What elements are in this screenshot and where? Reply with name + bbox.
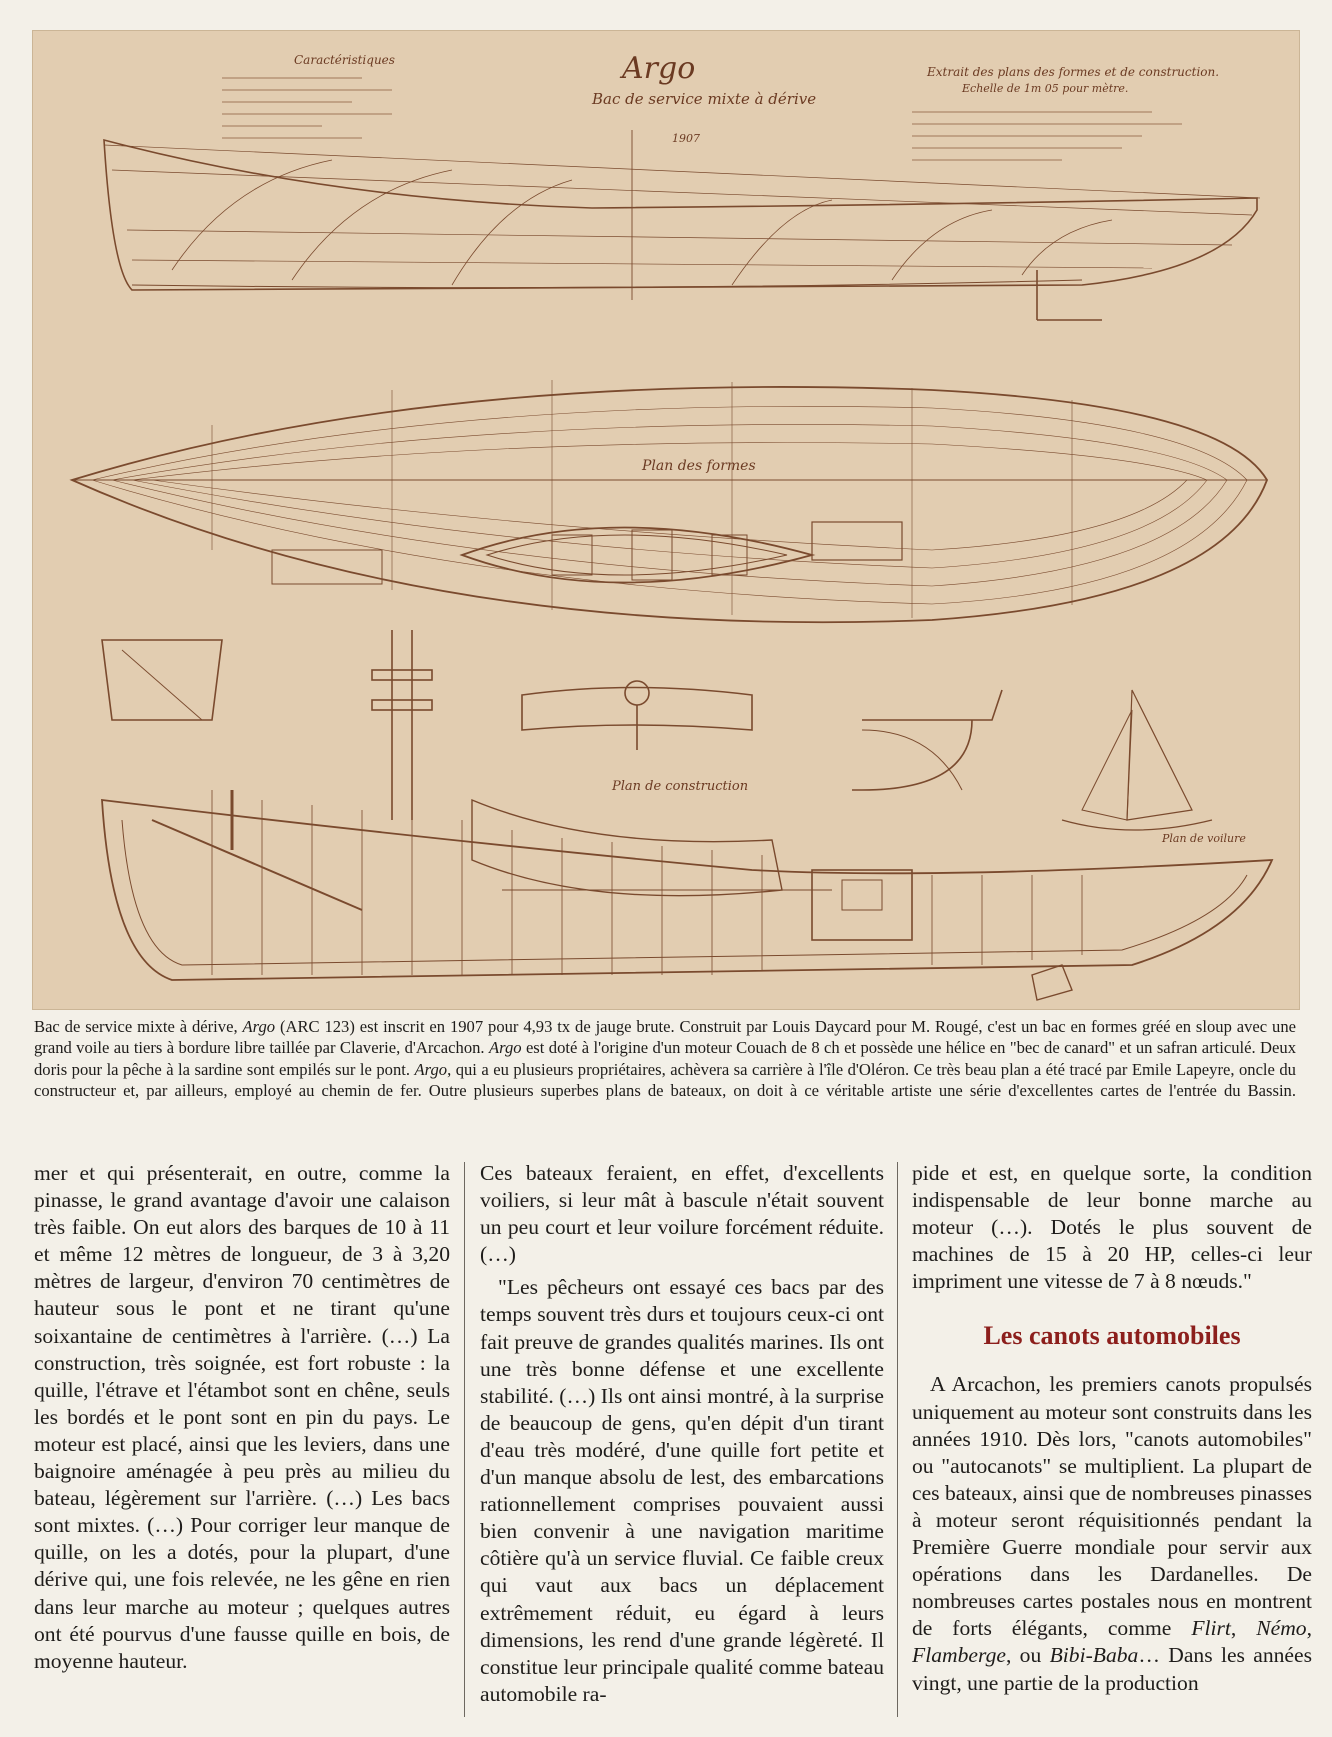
boat-plan-svg: [32, 30, 1300, 1010]
boat-name: Flamberge: [912, 1643, 1006, 1668]
figure-caption: Bac de service mixte à dérive, Argo (ARC 123) est inscrit en 1907 pour 4,93 tx de jauge brute. Construit par Louis Daycard pour M. Rougé, c'est un bac en formes gréé en sloup avec une grand voile au tiers à bordure libre taillée par Claverie, d'Arcachon. Argo est doté à l'origine d'un moteur Couach de 8 ch et possède une hélice en "bec de canard" et un safran articulé. Deux doris pour la pêche à la sardine sont empilés sur le pont. Argo, qui a eu plusieurs propriétaires, achèvera sa carrière à l'île d'Oléron. Ce très beau plan a été tracé par Emile Lapeyre, oncle du constructeur et, par ailleurs, employé au chemin de fer. Outre plusieurs superbes plans de bateaux, on doit à ce véritable artiste une série d'excellentes cartes de l'entrée du Bassin.: [34, 1017, 1297, 1101]
plan-forms-label: Plan des formes: [642, 458, 756, 474]
plan-characteristics-title: Caractéristiques: [294, 53, 395, 67]
text-column-2: [480, 1160, 884, 1708]
plan-subtitle: Bac de service mixte à dérive: [592, 90, 817, 108]
paragraph: Ces bateaux feraient, en effet, d'excellents voiliers, si leur mât à bascule n'était souvent un peu court et leur voilure forcément réduite. (…): [480, 1161, 884, 1267]
column-rule: [464, 1162, 465, 1717]
boat-name-argo: Argo: [242, 1017, 276, 1036]
boat-name: Flirt: [1191, 1616, 1231, 1641]
plan-title: Argo: [622, 51, 696, 86]
column-rule: [897, 1162, 898, 1717]
boat-name-argo: Argo: [414, 1059, 448, 1079]
plan-scale-note: Echelle de 1m 05 pour mètre.: [962, 82, 1129, 95]
plan-construction-label: Plan de construction: [612, 779, 749, 794]
boat-plan-drawing: [32, 30, 1300, 1010]
plan-year: 1907: [672, 132, 700, 145]
boat-name-argo: Argo: [488, 1038, 522, 1058]
section-heading: Les canots automobiles: [983, 1321, 1241, 1351]
plan-extract-title: Extrait des plans des formes et de construction.: [927, 65, 1220, 79]
text-column-3: [912, 1160, 1312, 1697]
boat-name: Némo: [1256, 1616, 1307, 1641]
boat-name: Bibi-Baba: [1049, 1643, 1139, 1668]
paragraph: "Les pêcheurs ont essayé ces bacs par des temps souvent très durs et toujours ceux-ci ont fait preuve de grandes qualités marines. Ils ont une très bonne défense et une excellente stabilité. (…) Ils ont ainsi montré, à la surprise de beaucoup de gens, qu'en dépit d'un tirant d'eau très modéré, d'une quille fort petite et d'un manque absolu de lest, des embarcations rationnellement comprises pouvaient aussi bien convenir à une navigation maritime côtière qu'à un service fluvial. Ce faible creux qui vaut aux bacs un déplacement extrêmement réduit, eu égard à leurs dimensions, les rend d'une grande légèreté. Il constitue leur principale qualité comme bateau automobile ra-: [480, 1275, 884, 1706]
paragraph: mer et qui présenterait, en outre, comme la pinasse, le grand avantage d'avoir une calaison très faible. On eut alors des barques de 10 à 11 et même 12 mètres de longueur, de 3 à 3,20 mètres de largeur, d'environ 70 centimètres de hauteur sous le pont et ne tirant qu'une soixantaine de centimètres à l'arrière. (…) La construction, très soignée, est fort robuste : la quille, l'étrave et l'étambot sont en chêne, seuls les bordés et le pont sont en pin du pays. Le moteur est placé, ainsi que les leviers, dans une baignoire aménagée à peu près au milieu du bateau, légèrement sur l'arrière. (…) Les bacs sont mixtes. (…) Pour corriger leur manque de quille, on les a dotés, pour la plupart, d'une dérive qui, une fois relevée, ne les gêne en rien dans leur marche au moteur ; quelques autres ont été pourvus d'une fausse quille en bois, de moyenne hauteur.: [34, 1161, 450, 1673]
paragraph: A Arcachon, les premiers canots propulsés uniquement au moteur sont construits dans les années 1910. Dès lors, "canots automobiles" ou "autocanots" se multiplient. La plupart de ces bateaux, ainsi que de nombreuses pinasses à moteur seront réquisitionnés pendant la Première Guerre mondiale pour servir aux opérations dans les Dardanelles. De nombreuses cartes postales nous en montrent de forts élégants, comme Flirt, Némo, Flamberge, ou Bibi-Baba… Dans les années vingt, une partie de la production: [912, 1372, 1313, 1695]
paragraph: pide et est, en quelque sorte, la condition indispensable de leur bonne marche au moteur (…). Dotés le plus souvent de machines de 15 à 20 HP, celles-ci leur impriment une vitesse de 7 à 8 nœuds.": [912, 1161, 1312, 1294]
text-column-1: [34, 1160, 450, 1675]
plan-sail-label: Plan de voilure: [1162, 832, 1246, 845]
